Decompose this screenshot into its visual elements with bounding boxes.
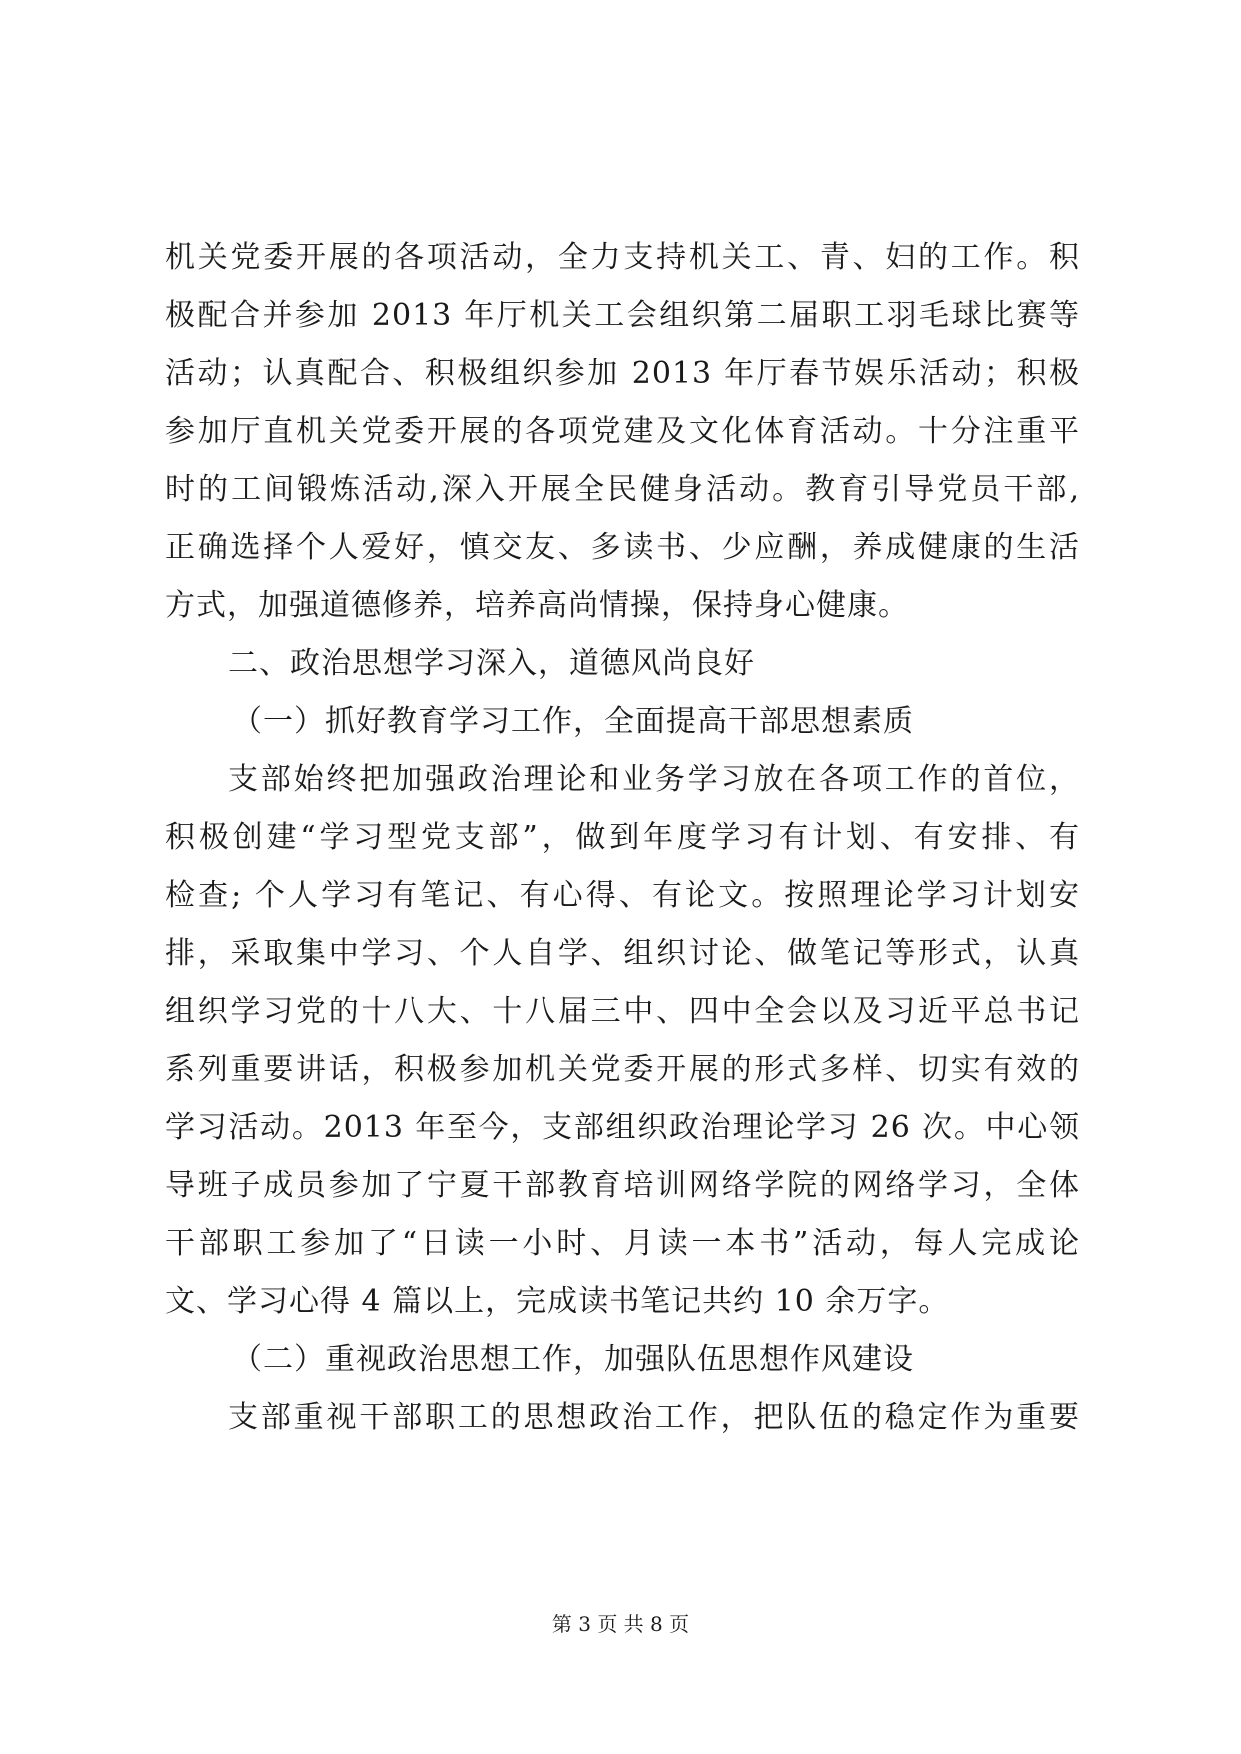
body-text-line: 积极创建“学习型党支部”，做到年度学习有计划、有安排、有: [165, 820, 1080, 855]
body-text-line: 文、学习心得 4 篇以上，完成读书笔记共约 10 余万字。: [165, 1284, 950, 1319]
body-text-line: 正确选择个人爱好，慎交友、多读书、少应酬，养成健康的生活: [165, 530, 1080, 565]
paragraph-first-line: 支部重视干部职工的思想政治工作，把队伍的稳定作为重要: [228, 1400, 1080, 1435]
body-text-line: 时的工间锻炼活动,深入开展全民健身活动。教育引导党员干部,: [165, 472, 1080, 507]
body-text-line: 极配合并参加 2013 年厅机关工会组织第二届职工羽毛球比赛等: [165, 298, 1080, 333]
body-text-line: 学习活动。2013 年至今，支部组织政治理论学习 26 次。中心领: [165, 1110, 1080, 1145]
body-text-line: 参加厅直机关党委开展的各项党建及文化体育活动。十分注重平: [165, 414, 1080, 449]
body-text-line: 组织学习党的十八大、十八届三中、四中全会以及习近平总书记: [165, 994, 1080, 1029]
body-text-line: 导班子成员参加了宁夏干部教育培训网络学院的网络学习，全体: [165, 1168, 1080, 1203]
subsection-heading: （二）重视政治思想工作，加强队伍思想作风建设: [232, 1342, 914, 1377]
subsection-heading: （一）抓好教育学习工作，全面提高干部思想素质: [232, 704, 914, 739]
body-text-line: 排，采取集中学习、个人自学、组织讨论、做笔记等形式，认真: [165, 936, 1080, 971]
section-heading: 二、政治思想学习深入，道德风尚良好: [228, 646, 755, 681]
paragraph-first-line: 支部始终把加强政治理论和业务学习放在各项工作的首位，: [228, 762, 1080, 797]
body-text-line: 检查; 个人学习有笔记、有心得、有论文。按照理论学习计划安: [165, 878, 1080, 913]
body-text-line: 机关党委开展的各项活动，全力支持机关工、青、妇的工作。积: [165, 240, 1080, 275]
body-text-line: 干部职工参加了“日读一小时、月读一本书”活动，每人完成论: [165, 1226, 1080, 1261]
body-text-line: 系列重要讲话，积极参加机关党委开展的形式多样、切实有效的: [165, 1052, 1080, 1087]
page-number-footer: 第 3 页 共 8 页: [551, 1612, 690, 1636]
body-text-line: 方式，加强道德修养，培养高尚情操，保持身心健康。: [165, 588, 909, 623]
body-text-line: 活动；认真配合、积极组织参加 2013 年厅春节娱乐活动；积极: [165, 356, 1080, 391]
